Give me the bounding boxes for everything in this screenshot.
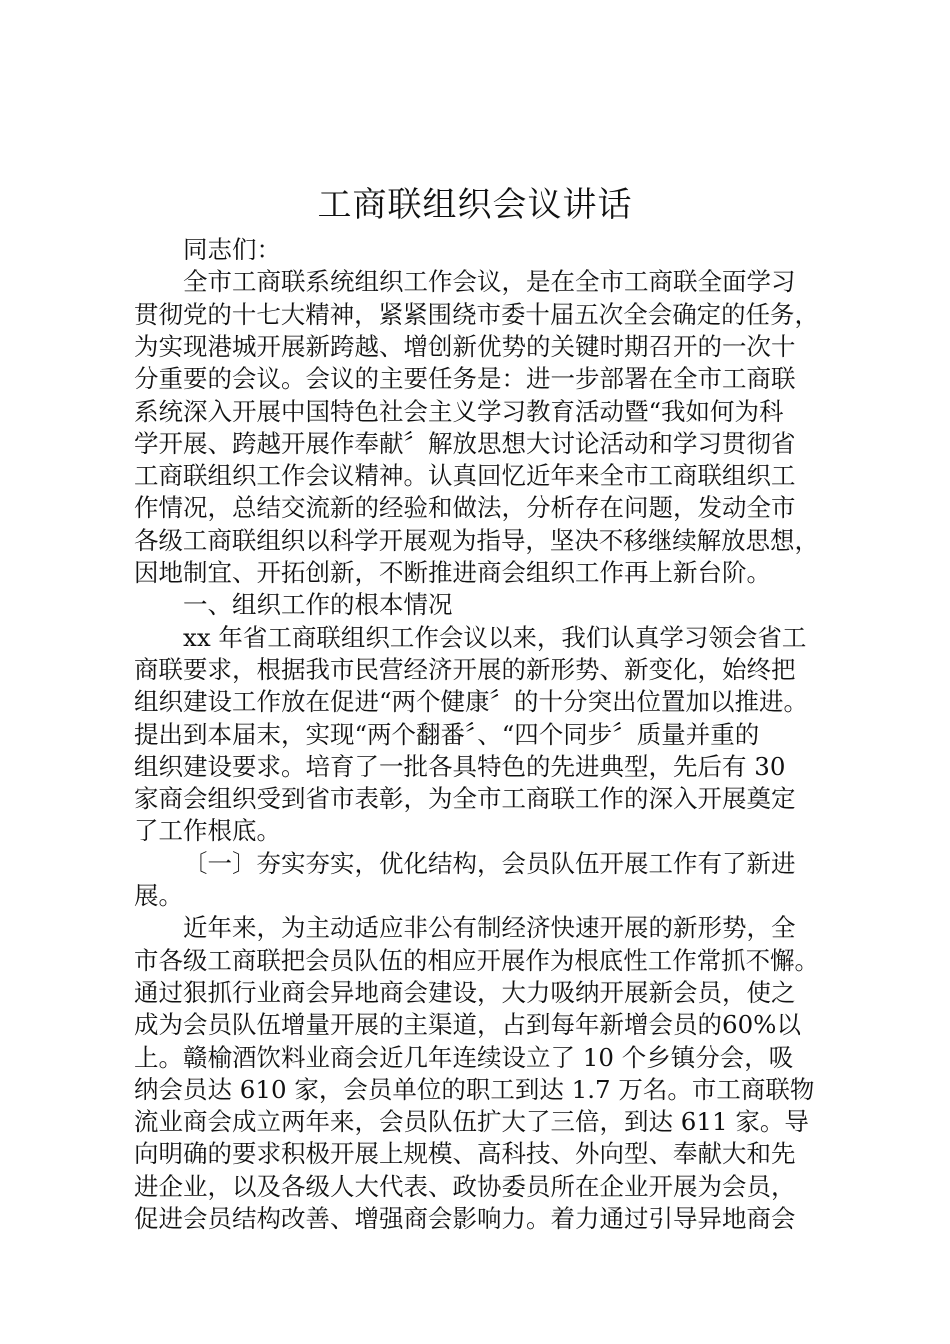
text-line: 为实现港城开展新跨越、增创新优势的关键时期召开的一次十 xyxy=(134,331,796,361)
text-line: 各级工商联组织以科学开展观为指导，坚决不移继续解放思想， xyxy=(134,525,819,555)
text-line: 作情况，总结交流新的经验和做法，分析存在问题，发动全市 xyxy=(134,493,796,523)
text-line: 组织建设要求。培育了一批各具特色的先进典型，先后有 30 xyxy=(134,751,786,781)
text-line: xx 年省工商联组织工作会议以来，我们认真学习领会省工 xyxy=(183,622,807,652)
text-line: 纳会员达 610 家，会员单位的职工到达 1.7 万名。市工商联物 xyxy=(134,1074,815,1104)
text-line: 〔一〕夯实夯实，优化结构，会员队伍开展工作有了新进 xyxy=(183,848,796,878)
text-line: 家商会组织受到省市表彰，为全市工商联工作的深入开展奠定 xyxy=(134,784,796,814)
text-line: 提出到本届末，实现“两个翻番〞、“四个同步〞质量并重的 xyxy=(134,719,760,749)
text-line: 商联要求，根据我市民营经济开展的新形势、新变化，始终把 xyxy=(134,654,796,684)
text-line: 进企业，以及各级人大代表、政协委员所在企业开展为会员， xyxy=(134,1171,796,1201)
text-line: 因地制宜、开拓创新，不断推进商会组织工作再上新台阶。 xyxy=(134,558,771,587)
text-line: 一、组织工作的根本情况 xyxy=(183,590,453,620)
text-line: 近年来，为主动适应非公有制经济快速开展的新形势，全 xyxy=(183,913,796,943)
text-line: 同志们： xyxy=(183,235,281,264)
text-line: 工商联组织工作会议精神。认真回忆近年来全市工商联组织工 xyxy=(134,461,796,491)
text-line: 全市工商联系统组织工作会议，是在全市工商联全面学习 xyxy=(183,267,796,297)
text-line: 学开展、跨越开展作奉献〞解放思想大讨论活动和学习贯彻省 xyxy=(134,428,796,458)
text-line: 系统深入开展中国特色社会主义学习教育活动暨“我如何为科 xyxy=(134,396,784,426)
text-line: 向明确的要求积极开展上规模、高科技、外向型、奉献大和先 xyxy=(134,1139,796,1169)
text-line: 成为会员队伍增量开展的主渠道，占到每年新增会员的60%以 xyxy=(134,1010,801,1040)
text-line: 促进会员结构改善、增强商会影响力。着力通过引导异地商会 xyxy=(134,1204,796,1233)
text-line: 组织建设工作放在促进“两个健康〞的十分突出位置加以推进。 xyxy=(134,687,809,717)
text-line: 分重要的会议。会议的主要任务是：进一步部署在全市工商联 xyxy=(134,364,796,394)
document-title: 工商联组织会议讲话 xyxy=(317,185,633,225)
text-line: 贯彻党的十七大精神，紧紧围绕市委十届五次全会确定的任务， xyxy=(134,299,819,329)
text-line: 上。赣榆酒饮料业商会近几年连续设立了 10 个乡镇分会，吸 xyxy=(134,1042,794,1072)
text-line: 流业商会成立两年来，会员队伍扩大了三倍，到达 611 家。导 xyxy=(134,1107,809,1137)
text-line: 展。 xyxy=(134,881,183,910)
text-line: 了工作根底。 xyxy=(134,816,281,846)
text-line: 通过狠抓行业商会异地商会建设，大力吸纳开展新会员，使之 xyxy=(134,977,796,1007)
text-line: 市各级工商联把会员队伍的相应开展作为根底性工作常抓不懈。 xyxy=(134,945,819,975)
